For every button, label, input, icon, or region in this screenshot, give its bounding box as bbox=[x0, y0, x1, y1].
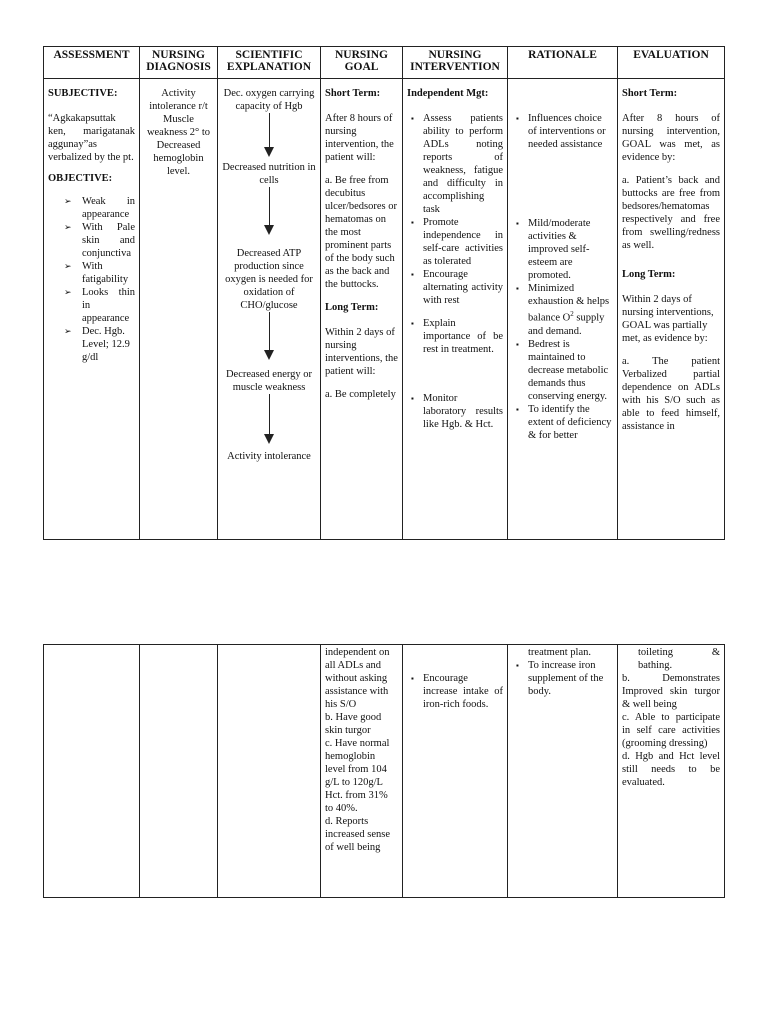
down-arrow-icon bbox=[261, 394, 277, 444]
intervention-item: ▪ Explain importance of be rest in treatment. bbox=[411, 318, 503, 355]
square-bullet-icon: ▪ bbox=[411, 394, 414, 403]
diagnosis-column bbox=[140, 47, 218, 539]
eval-page2-b: b. Demonstrates Improved skin turgor & well being bbox=[622, 673, 720, 710]
rationale-item: ▪ Bedrest is maintained to decrease metabolic demands thus conserving energy. bbox=[516, 338, 609, 402]
rationale-item: ▪ To identify the extent of deficiency & for better bbox=[516, 403, 612, 441]
goal-page2-d: d. Reports increased sense of well being bbox=[325, 816, 391, 853]
explanation-step: Dec. oxygen carrying capacity of Hgb bbox=[223, 88, 315, 112]
header-intervention: NURSING INTERVENTION bbox=[403, 47, 507, 79]
evaluation-column bbox=[618, 47, 724, 539]
intervention-item: ▪ Encourage alternating activity with rest bbox=[411, 269, 503, 306]
square-bullet-icon: ▪ bbox=[516, 219, 519, 228]
arrow-bullet-icon: ➢ bbox=[64, 326, 72, 336]
square-bullet-icon: ▪ bbox=[411, 319, 414, 328]
rationale-page2-cont: treatment plan. bbox=[528, 647, 591, 658]
objective-item: ➢ Dec. Hgb. Level; 12.9 g/dl bbox=[64, 326, 130, 363]
intervention-item: ▪ Assess patients ability to perform ADLs noting reports of weakness, fatigue and difficulty in accomplishing task bbox=[411, 113, 503, 215]
eval-long-label: Long Term: bbox=[622, 269, 676, 280]
square-bullet-icon: ▪ bbox=[411, 270, 414, 279]
explanation-step: Decreased energy or muscle weakness bbox=[225, 369, 313, 393]
rationale-item: ▪ To increase iron supplement of the body. bbox=[516, 660, 604, 697]
care-plan-table-page2 bbox=[43, 644, 725, 898]
objective-item: ➢ With Pale skin and conjunctiva bbox=[64, 222, 135, 259]
intervention-column bbox=[403, 47, 508, 539]
down-arrow-icon bbox=[261, 113, 277, 157]
goal-short-text: After 8 hours of nursing intervention, the patient will: bbox=[325, 113, 394, 163]
subjective-text: “Agkakapsuttak ken, marigatanak aggunay”as verbalized by the pt. bbox=[48, 113, 135, 163]
square-bullet-icon: ▪ bbox=[516, 661, 519, 670]
eval-short-label: Short Term: bbox=[622, 88, 678, 99]
goal-page2-b: b. Have good skin turgor bbox=[325, 712, 382, 736]
explanation-step: Decreased ATP production since oxygen is needed for oxidation of CHO/glucose bbox=[225, 248, 313, 311]
square-bullet-icon: ▪ bbox=[516, 114, 519, 123]
intervention-label: Independent Mgt: bbox=[407, 88, 489, 99]
eval-long-item: a. The patient Verbalized partial dependence on ADLs with his S/O such as able to feed himself, assistance in bbox=[622, 356, 720, 432]
header-rationale: RATIONALE bbox=[508, 47, 617, 79]
header-goal: NURSING GOAL bbox=[321, 47, 402, 79]
intervention-column-cont bbox=[403, 645, 508, 897]
eval-short-text: After 8 hours of nursing intervention, GOAL was met, as evidence by: bbox=[622, 113, 720, 163]
arrow-bullet-icon: ➢ bbox=[64, 196, 72, 206]
objective-list bbox=[48, 195, 135, 364]
subjective-label: SUBJECTIVE: bbox=[48, 88, 118, 99]
square-bullet-icon: ▪ bbox=[516, 284, 519, 293]
goal-page2-text: independent on all ADLs and without asking assistance with his S/O bbox=[325, 647, 390, 710]
assessment-column-cont bbox=[44, 645, 140, 897]
intervention-item: ▪ Encourage increase intake of iron-rich foods. bbox=[411, 673, 503, 710]
intervention-item: ▪ Monitor laboratory results like Hgb. & Hct. bbox=[411, 393, 503, 430]
eval-page2-cont: toileting & bathing. bbox=[638, 647, 720, 671]
rationale-item: ▪ Influences choice of interventions or needed assistance bbox=[516, 113, 606, 150]
eval-long-text: Within 2 days of nursing interventions, GOAL was partially met, as evidence by: bbox=[622, 294, 714, 344]
arrow-bullet-icon: ➢ bbox=[64, 222, 72, 232]
goal-long-label: Long Term: bbox=[325, 302, 379, 313]
explanation-column bbox=[218, 47, 321, 539]
intervention-list bbox=[407, 112, 503, 431]
header-evaluation: EVALUATION bbox=[618, 47, 724, 79]
intervention-list-cont bbox=[407, 672, 503, 711]
explanation-step: Decreased nutrition in cells bbox=[222, 162, 316, 186]
arrow-bullet-icon: ➢ bbox=[64, 261, 72, 271]
square-bullet-icon: ▪ bbox=[411, 218, 414, 227]
header-diagnosis: NURSING DIAGNOSIS bbox=[140, 47, 217, 79]
objective-item: ➢ Weak in appearance bbox=[64, 196, 135, 220]
down-arrow-icon bbox=[261, 187, 277, 235]
intervention-item: ▪ Promote independence in self-care activities as tolerated bbox=[411, 217, 503, 267]
square-bullet-icon: ▪ bbox=[516, 404, 519, 414]
goal-long-item: a. Be completely bbox=[325, 389, 396, 400]
rationale-list-cont bbox=[512, 659, 613, 698]
rationale-column-cont bbox=[508, 645, 618, 897]
assessment-column bbox=[44, 47, 140, 539]
square-bullet-icon: ▪ bbox=[411, 114, 414, 123]
goal-short-label: Short Term: bbox=[325, 88, 381, 99]
explanation-step: Activity intolerance bbox=[227, 451, 311, 462]
rationale-item: ▪ Minimized exhaustion & helps balance $O^2$ supply and demand. bbox=[516, 283, 610, 337]
objective-item: ➢ Looks thin in appearance bbox=[64, 287, 135, 324]
objective-label: OBJECTIVE: bbox=[48, 173, 113, 184]
diagnosis-column-cont bbox=[140, 645, 218, 897]
goal-column bbox=[321, 47, 403, 539]
square-bullet-icon: ▪ bbox=[411, 674, 414, 683]
diagnosis-text: Activity intolerance r/t Muscle weakness 2° to Decreased hemoglobin level. bbox=[146, 88, 211, 177]
down-arrow-icon bbox=[261, 312, 277, 360]
eval-page2-c: c. Able to participate in self care activities (grooming dressing) bbox=[622, 712, 720, 749]
goal-short-item: a. Be free from decubitus ulcer/bedsores or hematomas on the most prominent parts of the body such as the back and the buttocks. bbox=[325, 175, 398, 290]
care-plan-table-page1 bbox=[43, 46, 725, 540]
rationale-list bbox=[512, 112, 613, 442]
goal-column-cont bbox=[321, 645, 403, 897]
rationale-column bbox=[508, 47, 618, 539]
goal-long-text: Within 2 days of nursing interventions, the patient will: bbox=[325, 327, 398, 377]
explanation-column-cont bbox=[218, 645, 321, 897]
arrow-bullet-icon: ➢ bbox=[64, 287, 72, 297]
eval-short-item: a. Patient’s back and buttocks are free from bedsores/hematomas respectively and free from swelling/redness as well. bbox=[622, 175, 720, 251]
header-assessment: ASSESSMENT bbox=[44, 47, 139, 79]
rationale-item: ▪ Mild/moderate activities & improved self-esteem are promoted. bbox=[516, 218, 591, 281]
square-bullet-icon: ▪ bbox=[516, 339, 519, 349]
evaluation-column-cont bbox=[618, 645, 724, 897]
eval-page2-d: d. Hgb and Hct level still needs to be evaluated. bbox=[622, 751, 720, 788]
goal-page2-c: c. Have normal hemoglobin level from 104 g/L to 120g/L Hct. from 31% to 40%. bbox=[325, 738, 390, 814]
objective-item: ➢ With fatigability bbox=[64, 261, 129, 285]
header-explanation: SCIENTIFIC EXPLANATION bbox=[218, 47, 320, 79]
